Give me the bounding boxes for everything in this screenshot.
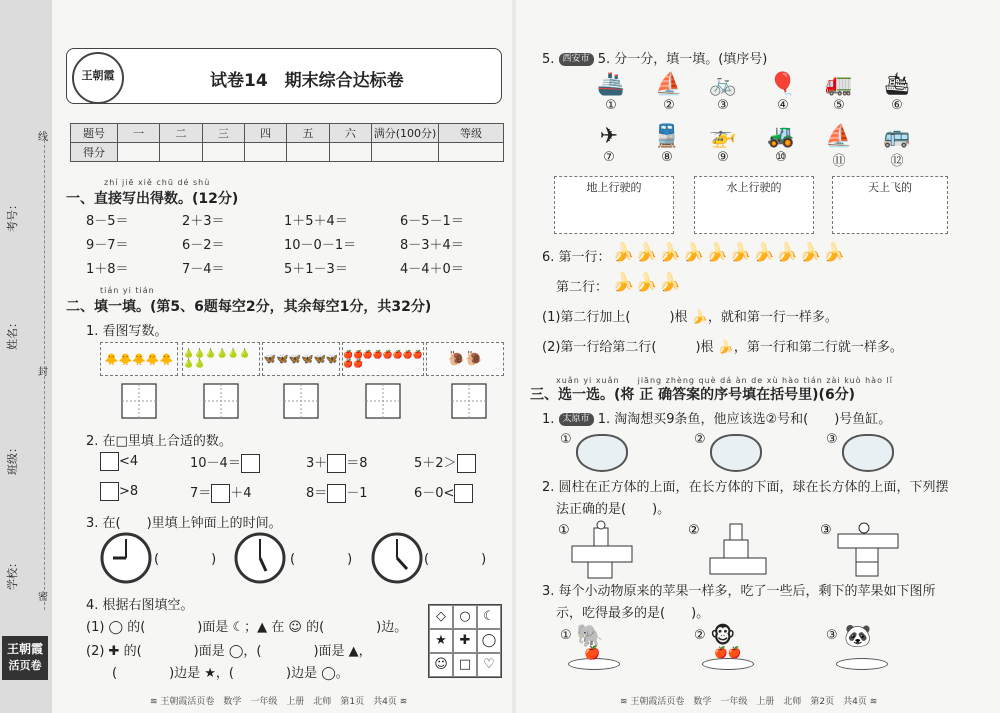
train-icon: 🚆 [653,124,681,149]
fill-row-2 [100,482,138,501]
q5-line: 5. 西安市 5. 分一分，填一填。(填序号) [542,52,768,67]
score-head-cell: 四 [244,124,286,143]
animal-opt-2-label: ② [694,628,706,643]
calc-item: 8－5＝ [86,214,129,229]
junk-boat-icon: ⛵ [825,124,853,149]
tractor-icon: 🚜 [767,124,795,149]
section2-title: 二、填一填。(第5、6题每空2分，其余每空1分，共32分) [66,299,432,315]
balloon-icon: 🎈 [769,72,797,97]
fill-row-1b [190,452,260,473]
monkey-icon: 🐵 [710,624,736,649]
calc-item: 6－5－1＝ [400,214,464,229]
footer-left: ≋ 王朝霞活页卷 数学 一年级 上册 北师 第1页 共4页 ≋ [150,697,408,707]
fill-row-1c [306,452,368,473]
sidebar-brand-badge [2,636,48,680]
calc-item: 8－3＋4＝ [400,238,464,253]
grid-cell-ring-icon: ◯ [477,629,501,653]
s3-q2-line-a: 2. 圆柱在正方体的上面，在长方体的下面，球在长方体的上面，下列摆 [542,480,949,495]
shape-grid [428,604,502,678]
svg-text:③: ③ [820,523,832,538]
clock-answer-2[interactable]: ( ) [290,552,353,567]
score-head-cell: 题号 [71,124,118,143]
q5-item-balloon [760,72,806,113]
truck-icon: 🚛 [825,72,853,97]
sort-box-water[interactable] [694,176,814,234]
panda-icon: 🐼 [844,624,872,649]
grid-cell-heart-icon: ♡ [477,653,501,677]
fill-text: ＝8 [346,456,368,471]
stack-option-2 [710,524,766,574]
fill-text: 8＝ [306,486,328,501]
plate-2 [702,658,754,670]
q5-num: ④ [777,98,789,113]
s3-q2-line-b: 法正确的是( )。 [556,502,671,517]
score-head-cell: 五 [287,124,329,143]
sidebar-brand-sub: 活页卷 [8,659,42,672]
fill-text: >8 [119,484,139,499]
fishbowl-opt-3-label: ③ [826,432,838,447]
fill-row-2d [414,482,473,503]
calc-item: 5＋1－3＝ [284,262,348,277]
score-head-cell: 一 [118,124,160,143]
fill-text: 5＋2＞ [414,456,457,471]
q5-num: ⑪ [832,154,846,169]
q5-num: ① [605,98,617,113]
q5-item-tractor [758,124,804,165]
q4-line-1: (1) ◯ 的( )面是 ☾；▲ 在 ☺ 的( )边。 [86,620,408,635]
q4-line-2: (2) ✚ 的( )面是 ◯，( )面是 ▲， [86,644,372,659]
q5-item-truck [816,72,862,113]
fill-text: 7＝ [190,486,212,501]
q5-item-bus [874,124,920,169]
sidebar-field-kaohao: 考号： [6,199,19,232]
animal-opt-1-label: ① [560,628,572,643]
q4-line-3: ( )边是 ★，( )边是 ◯。 [112,666,349,681]
calc-item: 9－7＝ [86,238,129,253]
city-badge-xian: 西安市 [559,53,594,66]
section3-pinyin: xuǎn yi xuǎn jiāng zhèng què dá àn de xù hào tián zài kuò hào lǐ [556,376,893,385]
score-head-cell: 六 [329,124,371,143]
svg-text:②: ② [688,523,700,538]
q5-num: ② [663,98,675,113]
question-2-4: 4. 根据右图填空。 [86,598,194,613]
calc-item: 10－0－1＝ [284,238,357,253]
sidebar-field-class: 班级： [6,442,19,475]
calc-item: 2＋3＝ [182,214,225,229]
seal-mi: 密 [38,592,48,603]
q5-item-bicycle [700,72,746,113]
section2-pinyin: tián yi tián [100,286,155,295]
q5-num: ⑫ [890,154,904,169]
q5-item-junk-boat [816,124,862,169]
q5-item-ship [588,72,634,113]
sidebar-field-name: 姓名： [6,317,19,350]
stack-option-1 [572,521,632,578]
fill-box[interactable] [241,454,260,473]
fill-box[interactable] [457,454,476,473]
clock-answer-1[interactable]: ( ) [154,552,217,567]
q6-row1-bananas: 🍌🍌🍌🍌🍌🍌🍌🍌🍌🍌 [612,242,847,263]
s3-q3-line-b: 示，吃得最多的是( )。 [556,606,710,621]
q5-item-airplane [586,124,632,165]
fishbowl-opt-2-label: ② [694,432,706,447]
section3-title: 三、选一选。(将 正 确答案的序号填在括号里)(6分) [530,387,856,403]
score-row-label: 得分 [71,143,118,162]
calc-item: 1＋8＝ [86,262,129,277]
grid-cell-square-icon: □ [453,653,477,677]
chick-icons: 🐥🐥🐥🐥🐥 [104,352,174,366]
score-head-cell: 二 [160,124,202,143]
fill-text: <4 [119,454,139,469]
q6-line-2: (2)第一行给第二行( )根 🍌，第一行和第二行就一样多。 [542,340,903,355]
s3-q3-line-a: 3. 每个小动物原来的苹果一样多，吃了一些后，剩下的苹果如下图所 [542,584,936,599]
section1-pinyin: zhí jiē xiě chū dé shù [104,178,211,187]
city-badge-taiyuan: 太原市 [559,413,594,426]
fill-row-2b [190,482,252,503]
question-2-2: 2. 在□里填上合适的数。 [86,434,232,449]
logo: 王朝霞 [72,52,124,104]
q5-text: 5. 分一分，填一填。(填序号) [597,52,768,67]
butterfly-icons: 🦋🦋🦋🦋🦋🦋 [263,353,339,365]
apple-icons: 🍎🍎🍎🍎🍎🍎🍎🍎🍎🍎 [343,350,423,368]
grid-cell-moon-icon: ☾ [477,605,501,629]
grid-cell-diamond-icon: ◇ [429,605,453,629]
score-head-cell: 等级 [439,124,504,143]
clock-answer-3[interactable]: ( ) [424,552,487,567]
fill-text: 10－4＝ [190,456,241,471]
sort-box-label: 水上行驶的 [726,181,782,194]
footer-right: ≋ 王朝霞活页卷 数学 一年级 上册 北师 第2页 共4页 ≋ [620,697,878,707]
q5-item-steamship [874,72,920,113]
fill-box[interactable] [100,452,119,471]
grid-cell-smile-icon: ☺ [429,653,453,677]
calc-item: 1＋5＋4＝ [284,214,348,229]
svg-text:①: ① [558,523,570,538]
fill-row-2c [306,482,368,503]
elephant-icon: 🐘 [576,624,604,649]
fill-text: 6－0< [414,486,455,501]
score-head-cell: 满分(100分) [372,124,439,143]
fill-box[interactable] [327,454,346,473]
sort-box-label: 地上行驶的 [586,181,642,194]
count-answer-boxes [0,0,520,430]
q5-num: ⑤ [833,98,845,113]
apple-icon: 🍎 [584,646,601,661]
fill-box[interactable] [211,484,230,503]
clock-2 [236,534,284,582]
fishbowl-1 [576,434,628,472]
page-title: 试卷14 期末综合达标卷 [210,71,404,91]
pear-icons: 🍐🍐🍐🍐🍐🍐🍐🍐 [183,349,251,369]
bus-icon: 🚌 [883,124,911,149]
q5-item-train [644,124,690,165]
s3-q1-text: 1. 淘淘想买9条鱼，他应该选②号和( )号鱼缸。 [597,412,892,427]
clock-1 [102,534,150,582]
sailboat-icon: ⛵ [655,72,683,97]
q5-num: ⑩ [775,150,787,165]
calc-item: 4－4＋0＝ [400,262,464,277]
sidebar-brand: 王朝霞 [6,642,43,656]
snail-icons: 🐌🐌 [447,351,483,367]
q6-row2-bananas: 🍌🍌🍌 [612,272,683,293]
q5-num: ⑨ [717,150,729,165]
seal-xian: 线 [38,132,48,143]
grid-cell-cross-icon: ✚ [453,629,477,653]
fill-row-1 [100,452,138,471]
q5-item-sailboat [646,72,692,113]
plate-3 [836,658,888,670]
fishbowl-opt-1-label: ① [560,432,572,447]
q6-row2-label: 第二行： [556,280,609,295]
q6-row1-label: 6. 第一行： [542,250,611,265]
q5-item-helicopter [700,124,746,165]
fill-text: ＋4 [230,486,252,501]
question-2-1: 1. 看图写数。 [86,324,168,339]
fill-row-1d [414,452,476,473]
fill-text: 3＋ [306,456,328,471]
section1-title: 一、直接写出得数。(12分) [66,191,239,207]
bicycle-icon: 🚲 [709,72,737,97]
s3-q1: 1. 太原市 1. 淘淘想买9条鱼，他应该选②号和( )号鱼缸。 [542,412,892,427]
fill-box[interactable] [327,484,346,503]
grid-cell-star-icon: ★ [429,629,453,653]
q5-num: ⑦ [603,150,615,165]
helicopter-icon: 🚁 [709,124,737,149]
stack-option-3 [838,523,898,576]
q5-num: ⑥ [891,98,903,113]
grid-cell-circle-icon: ○ [453,605,477,629]
fill-text: －1 [346,486,368,501]
ship-icon: 🚢 [597,72,625,97]
clocks [100,530,430,590]
q5-num: ⑧ [661,150,673,165]
q6-line-1: (1)第二行加上( )根 🍌，就和第一行一样多。 [542,310,838,325]
calc-item: 7－4＝ [182,262,225,277]
apple-pair-icon: 🍎🍎 [714,646,742,659]
animal-opt-3-label: ③ [826,628,838,643]
score-head-cell: 三 [202,124,244,143]
clock-3 [373,534,421,582]
sort-box-sky[interactable] [832,176,948,234]
fill-box[interactable] [100,482,119,501]
question-2-3: 3. 在( )里填上钟面上的时间。 [86,516,282,531]
fill-box[interactable] [454,484,473,503]
seal-feng: 封 [38,367,48,378]
fishbowl-3 [842,434,894,472]
airplane-icon: ✈ [599,124,619,149]
calc-item: 6－2＝ [182,238,225,253]
sort-box-label: 天上飞的 [868,181,912,194]
sidebar-field-school: 学校： [6,557,19,590]
sort-box-ground[interactable] [554,176,674,234]
steamship-icon: 🛳 [883,72,911,97]
q5-num: ③ [717,98,729,113]
stacking-options [556,520,916,580]
fishbowl-2 [710,434,762,472]
